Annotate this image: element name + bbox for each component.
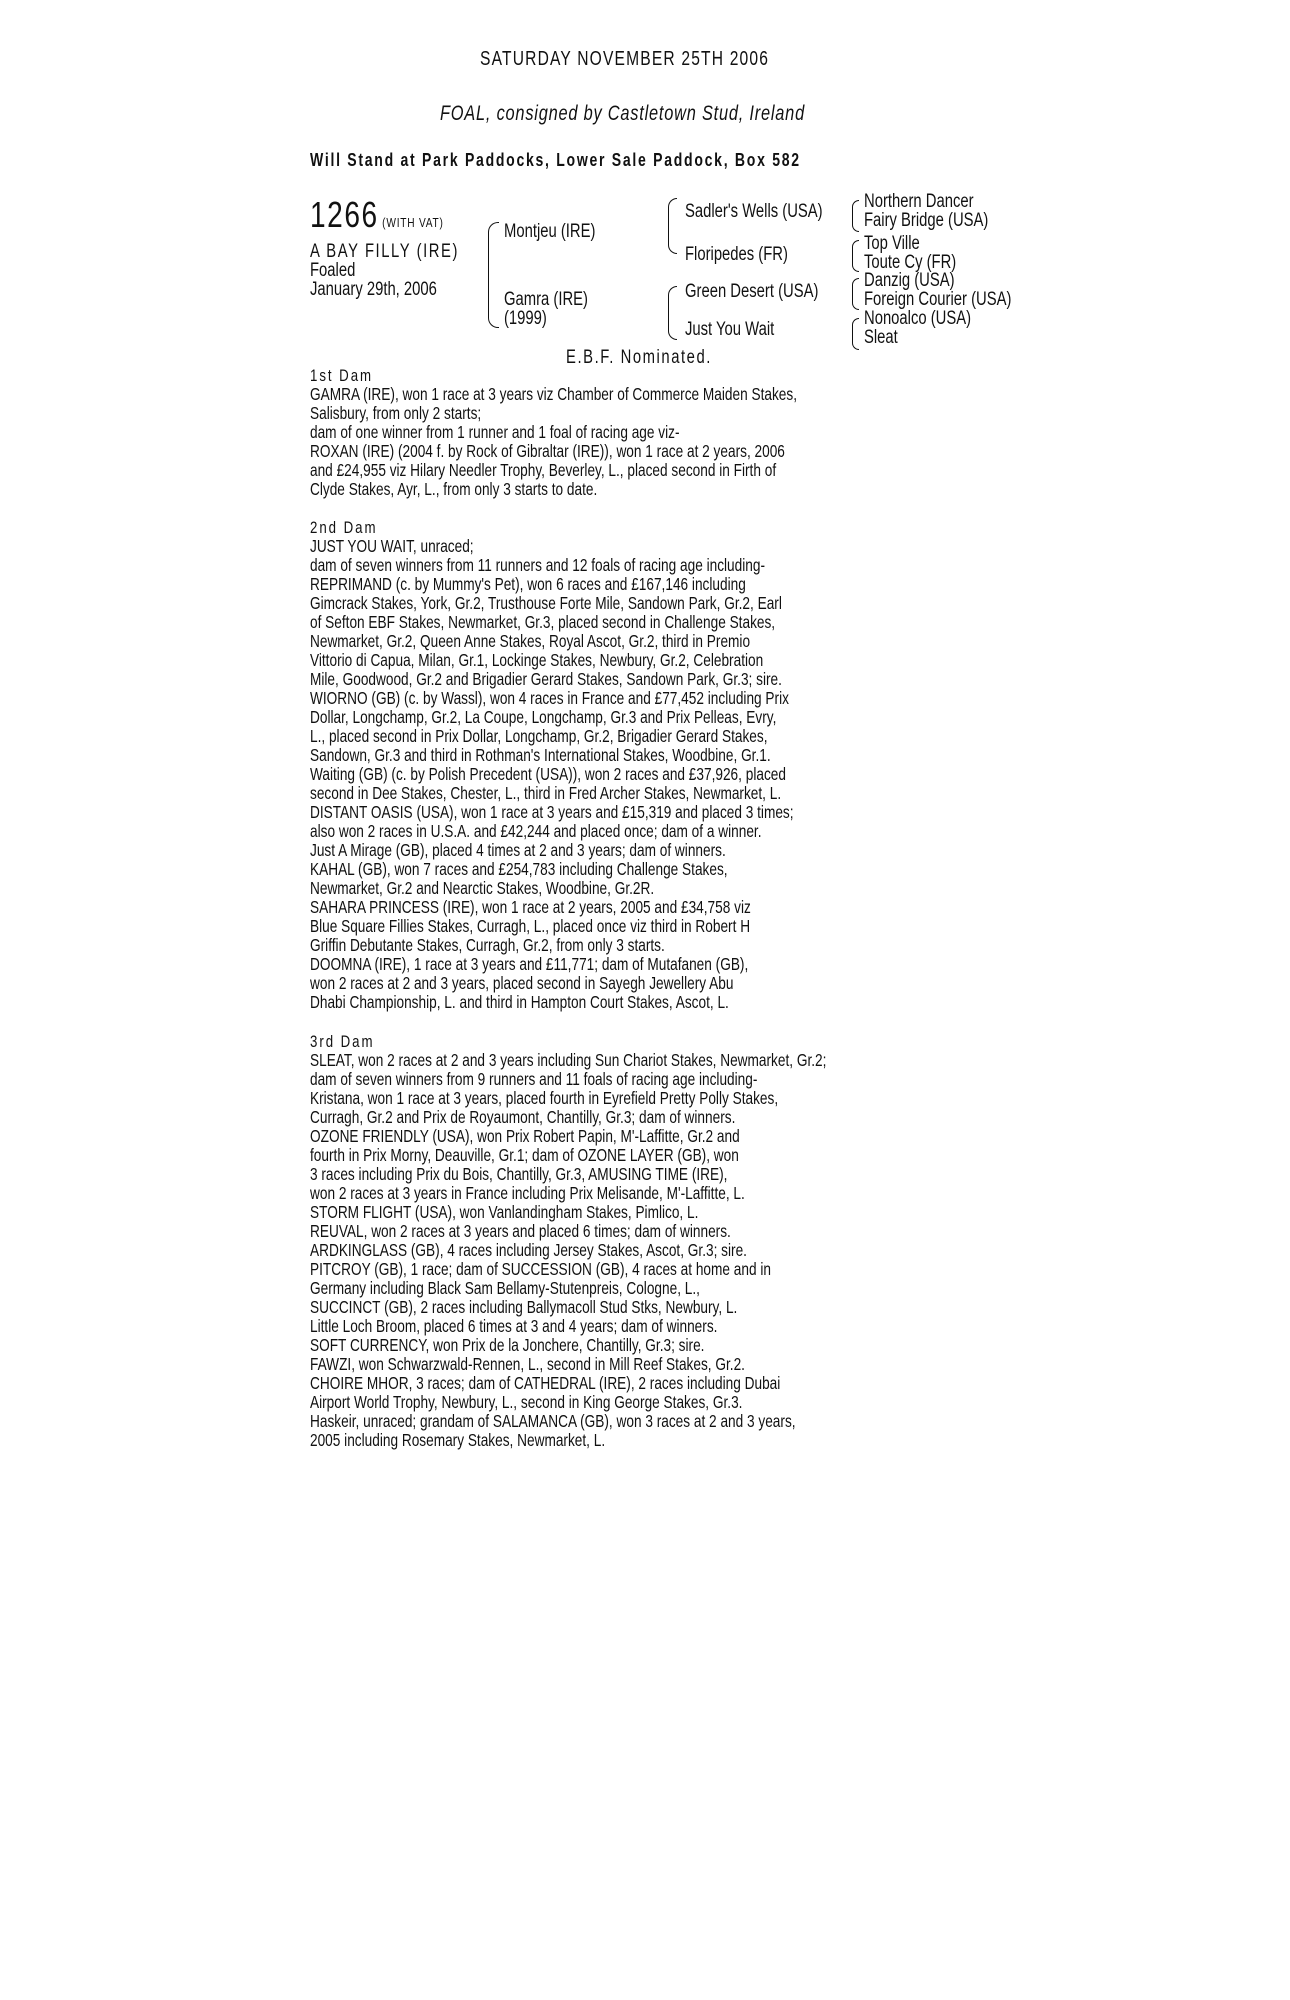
third-dam-line: REUVAL, won 2 races at 3 years and placed 6 times; dam of winners. <box>310 1221 731 1241</box>
second-dam-line: Just A Mirage (GB), placed 4 times at 2 and 3 years; dam of winners. <box>310 840 726 860</box>
second-dam-line: dam of seven winners from 11 runners and 12 foals of racing age including- <box>310 555 766 575</box>
third-dam-line: Airport World Trophy, Newbury, L., second in King George Stakes, Gr.3. <box>310 1392 743 1412</box>
third-dam-line: 2005 including Rosemary Stakes, Newmarket, L. <box>310 1430 606 1450</box>
third-dam-line: FAWZI, won Schwarzwald-Rennen, L., second in Mill Reef Stakes, Gr.2. <box>310 1354 745 1374</box>
third-dam-line: SUCCINCT (GB), 2 races including Ballymacoll Stud Stks, Newbury, L. <box>310 1297 738 1317</box>
third-dam-line: fourth in Prix Morny, Deauville, Gr.1; dam of OZONE LAYER (GB), won <box>310 1145 739 1165</box>
lot-number-line <box>310 194 444 236</box>
dam-brace <box>668 286 677 340</box>
sd-brace <box>852 240 859 272</box>
second-dam-line: Sandown, Gr.3 and third in Rothman's International Stakes, Woodbine, Gr.1. <box>310 745 771 765</box>
second-dam-line: Mile, Goodwood, Gr.2 and Brigadier Gerard Stakes, Sandown Park, Gr.3; sire. <box>310 669 782 689</box>
second-dam-line: also won 2 races in U.S.A. and £42,244 and placed once; dam of a winner. <box>310 821 762 841</box>
sire: Montjeu (IRE) <box>504 221 596 242</box>
second-dam-line: of Sefton EBF Stakes, Newmarket, Gr.3, placed second in Challenge Stakes, <box>310 612 776 632</box>
foaled-label: Foaled <box>310 260 356 281</box>
third-dam-line: SLEAT, won 2 races at 2 and 3 years including Sun Chariot Stakes, Newmarket, Gr.2; <box>310 1050 827 1070</box>
second-dam-line: SAHARA PRINCESS (IRE), won 1 race at 2 years, 2005 and £34,758 viz <box>310 897 751 917</box>
third-dam-line: OZONE FRIENDLY (USA), won Prix Robert Papin, M'-Laffitte, Gr.2 and <box>310 1126 740 1146</box>
second-dam-line: Dhabi Championship, L. and third in Hampton Court Stakes, Ascot, L. <box>310 992 729 1012</box>
ds-dam: Foreign Courier (USA) <box>864 289 1012 310</box>
third-dam-line: Little Loch Broom, placed 6 times at 3 and 4 years; dam of winners. <box>310 1316 718 1336</box>
third-dam-heading: 3rd Dam <box>310 1032 375 1051</box>
second-dam-line: Blue Square Fillies Stakes, Curragh, L., placed once viz third in Robert H <box>310 916 751 936</box>
second-dam-line: Dollar, Longchamp, Gr.2, La Coupe, Longchamp, Gr.3 and Prix Pelleas, Evry, <box>310 707 777 727</box>
second-dam-line: DOOMNA (IRE), 1 race at 3 years and £11,771; dam of Mutafanen (GB), <box>310 954 749 974</box>
third-dam-line: Haskeir, unraced; grandam of SALAMANCA (GB), won 3 races at 2 and 3 years, <box>310 1411 796 1431</box>
second-dam-line: JUST YOU WAIT, unraced; <box>310 536 474 556</box>
second-dam-line: Newmarket, Gr.2 and Nearctic Stakes, Woodbine, Gr.2R. <box>310 878 655 898</box>
first-dam-line: Salisbury, from only 2 starts; <box>310 403 482 423</box>
third-dam-line: Kristana, won 1 race at 3 years, placed fourth in Eyrefield Pretty Polly Stakes, <box>310 1088 779 1108</box>
sire-dam: Floripedes (FR) <box>685 244 788 265</box>
second-dam-line: L., placed second in Prix Dollar, Longchamp, Gr.2, Brigadier Gerard Stakes, <box>310 726 768 746</box>
sale-date-header: SATURDAY NOVEMBER 25TH 2006 <box>480 48 770 70</box>
second-dam-line: second in Dee Stakes, Chester, L., third in Fred Archer Stakes, Newmarket, L. <box>310 783 782 803</box>
lot-number: 1266 <box>310 194 379 235</box>
first-dam-heading: 1st Dam <box>310 366 374 385</box>
first-dam-line: dam of one winner from 1 runner and 1 foal of racing age viz- <box>310 422 680 442</box>
dam-year: (1999) <box>504 308 547 329</box>
first-dam-line: GAMRA (IRE), won 1 race at 3 years viz Chamber of Commerce Maiden Stakes, <box>310 384 798 404</box>
first-dam-line: Clyde Stakes, Ayr, L., from only 3 starts to date. <box>310 479 598 499</box>
sire-brace <box>668 198 677 254</box>
third-dam-line: 3 races including Prix du Bois, Chantilly, Gr.3, AMUSING TIME (IRE), <box>310 1164 728 1184</box>
second-dam-section <box>310 518 1090 1012</box>
second-dam-line: DISTANT OASIS (USA), won 1 race at 3 years and £15,319 and placed 3 times; <box>310 802 794 822</box>
dam-sire: Green Desert (USA) <box>685 281 819 302</box>
ss-dam: Fairy Bridge (USA) <box>864 210 989 231</box>
second-dam-line: Newmarket, Gr.2, Queen Anne Stakes, Royal Ascot, Gr.2, third in Premio <box>310 631 751 651</box>
second-dam-line: WIORNO (GB) (c. by Wassl), won 4 races in France and £77,452 including Prix <box>310 688 789 708</box>
third-dam-line: Curragh, Gr.2 and Prix de Royaumont, Chantilly, Gr.3; dam of winners. <box>310 1107 736 1127</box>
second-dam-line: won 2 races at 2 and 3 years, placed second in Sayegh Jewellery Abu <box>310 973 734 993</box>
dd-sire: Nonoalco (USA) <box>864 308 972 329</box>
foaled-date: January 29th, 2006 <box>310 279 437 300</box>
dam: Gamra (IRE) <box>504 289 588 310</box>
ds-brace <box>852 278 859 310</box>
second-dam-line: Vittorio di Capua, Milan, Gr.1, Lockinge Stakes, Newbury, Gr.2, Celebration <box>310 650 764 670</box>
dam-dam: Just You Wait <box>685 319 775 340</box>
dd-dam: Sleat <box>864 327 898 348</box>
third-dam-line: won 2 races at 3 years in France including Prix Melisande, M'-Laffitte, L. <box>310 1183 745 1203</box>
second-dam-line: KAHAL (GB), won 7 races and £254,783 including Challenge Stakes, <box>310 859 728 879</box>
third-dam-line: SOFT CURRENCY, won Prix de la Jonchere, Chantilly, Gr.3; sire. <box>310 1335 705 1355</box>
sire-dam-brace <box>488 222 499 328</box>
ebf-nominated: E.B.F. Nominated. <box>566 347 712 368</box>
ss-brace <box>852 200 859 232</box>
third-dam-line: PITCROY (GB), 1 race; dam of SUCCESSION (GB), 4 races at home and in <box>310 1259 771 1279</box>
ss-sire: Northern Dancer <box>864 191 974 212</box>
vat-note: (WITH VAT) <box>382 215 444 230</box>
second-dam-line: Griffin Debutante Stakes, Curragh, Gr.2, from only 3 starts. <box>310 935 665 955</box>
first-dam-section <box>310 366 1090 499</box>
third-dam-section <box>310 1032 1090 1450</box>
stand-location: Will Stand at Park Paddocks, Lower Sale Paddock, Box 582 <box>310 150 801 170</box>
third-dam-line: Germany including Black Sam Bellamy-Stutenpreis, Cologne, L., <box>310 1278 700 1298</box>
ds-sire: Danzig (USA) <box>864 270 955 291</box>
third-dam-line: STORM FLIGHT (USA), won Vanlandingham Stakes, Pimlico, L. <box>310 1202 699 1222</box>
second-dam-line: Gimcrack Stakes, York, Gr.2, Trusthouse Forte Mile, Sandown Park, Gr.2, Earl <box>310 593 782 613</box>
sd-sire: Top Ville <box>864 233 920 254</box>
third-dam-line: ARDKINGLASS (GB), 4 races including Jersey Stakes, Ascot, Gr.3; sire. <box>310 1240 747 1260</box>
first-dam-line: ROXAN (IRE) (2004 f. by Rock of Gibraltar (IRE)), won 1 race at 2 years, 2006 <box>310 441 785 461</box>
sd-dam: Toute Cy (FR) <box>864 252 957 273</box>
dd-brace <box>852 318 859 350</box>
lot-name: A BAY FILLY (IRE) <box>310 241 459 262</box>
third-dam-line: dam of seven winners from 9 runners and 11 foals of racing age including- <box>310 1069 758 1089</box>
consignor-line: FOAL, consigned by Castletown Stud, Ireland <box>440 102 805 125</box>
second-dam-heading: 2nd Dam <box>310 518 378 537</box>
third-dam-line: CHOIRE MHOR, 3 races; dam of CATHEDRAL (IRE), 2 races including Dubai <box>310 1373 781 1393</box>
sire-sire: Sadler's Wells (USA) <box>685 201 823 222</box>
first-dam-line: and £24,955 viz Hilary Needler Trophy, Beverley, L., placed second in Firth of <box>310 460 777 480</box>
second-dam-line: Waiting (GB) (c. by Polish Precedent (USA)), won 2 races and £37,926, placed <box>310 764 786 784</box>
second-dam-line: REPRIMAND (c. by Mummy's Pet), won 6 races and £167,146 including <box>310 574 746 594</box>
